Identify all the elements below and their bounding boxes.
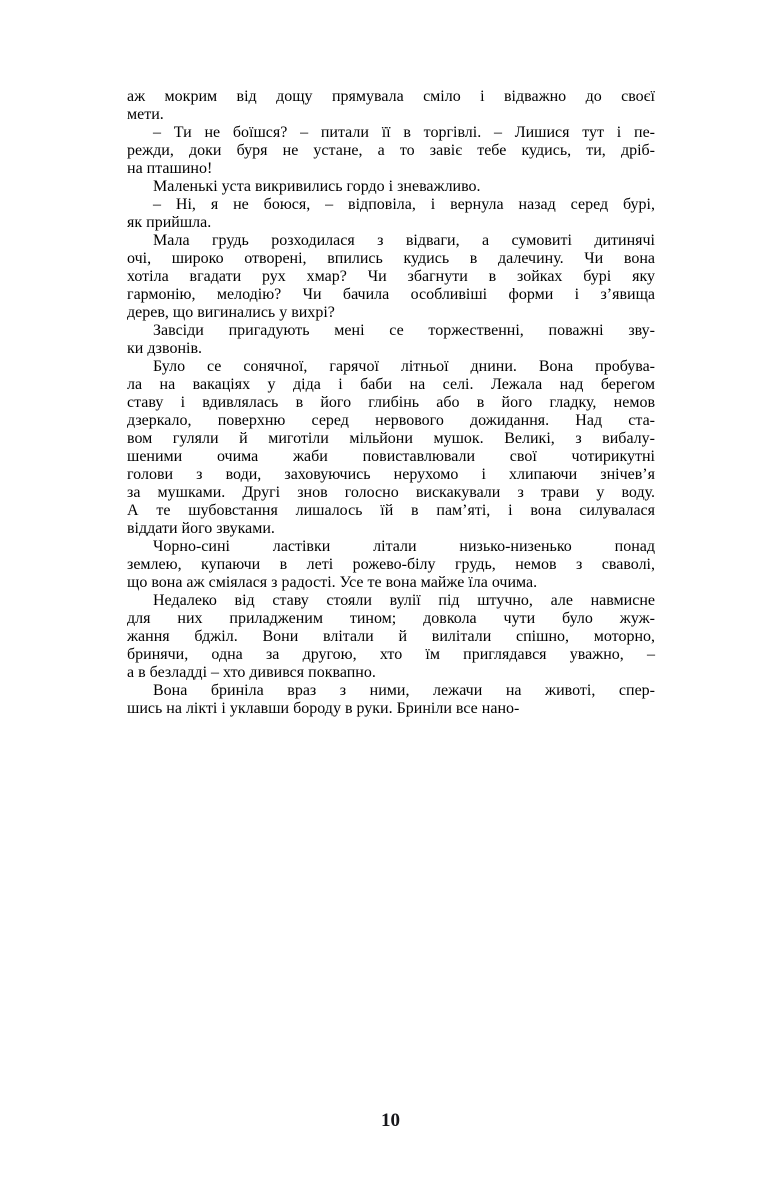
text-line: дзеркало, поверхню серед нервового дожидання. Над ста- (127, 412, 655, 429)
text-line: мети. (127, 106, 164, 123)
text-line: аж мокрим від дощу прямувала сміло і відважно до своєї (127, 88, 655, 105)
page-text-body (127, 88, 655, 718)
text-line: віддати його звуками. (127, 520, 275, 537)
text-line: бринячи, одна за другою, хто їм приглядався уважно, – (127, 646, 655, 663)
text-line: Вона бриніла враз з ними, лежачи на животі, спер- (153, 682, 655, 699)
text-line: на пташино! (127, 160, 213, 177)
text-line: жання бджіл. Вони влітали й вилітали спішно, моторно, (127, 628, 655, 645)
text-line: а в безладді – хто дивився поквапно. (127, 664, 376, 681)
text-line: – Ти не боїшся? – питали її в торгівлі. – Лишися тут і пе- (153, 124, 655, 141)
text-line: Недалеко від ставу стояли вулії під штучно, але навмисне (153, 592, 655, 609)
text-line: Чорно-сині ластівки літали низько-низенько понад (153, 538, 655, 555)
text-line: Мала грудь розходилася з відваги, а сумовиті дитинячі (153, 232, 655, 249)
text-line: очі, широко отворені, впились кудись в далечину. Чи вона (127, 250, 655, 267)
text-line: Маленькі уста викривились гордо і зневажливо. (153, 178, 481, 195)
text-line: голови з води, заховуючись нерухомо і хлипаючи знічев’я (127, 466, 655, 483)
text-line: для них приладженим тином; довкола чути було жуж- (127, 610, 655, 627)
text-line: дерев, що вигинались у вихрі? (127, 304, 335, 321)
page-number: 10 (381, 1110, 400, 1131)
text-line: режди, доки буря не устане, а то завіє тебе кудись, ти, дріб- (127, 142, 655, 159)
text-line: хотіла вгадати рух хмар? Чи збагнути в зойках бурі яку (127, 268, 655, 285)
text-line: шеними очима жаби повиставлювали свої чотирикутні (127, 448, 655, 465)
text-line: вом гуляли й миготіли мільйони мушок. Великі, з вибалу- (127, 430, 655, 447)
text-line: що вона аж сміялася з радості. Усе те вона майже їла очима. (127, 574, 538, 591)
text-line: ки дзвонів. (127, 340, 202, 357)
text-line: ставу і вдивлялась в його глибінь або в його гладку, немов (127, 394, 655, 411)
text-line: за мушками. Другі знов голосно вискакували з трави у воду. (127, 484, 655, 501)
text-line: – Ні, я не боюся, – відповіла, і вернула назад серед бурі, (153, 196, 655, 213)
text-line: А те шубовстання лишалось їй в пам’яті, і вона силувалася (127, 502, 655, 519)
text-line: ла на вакаціях у діда і баби на селі. Лежала над берегом (127, 376, 655, 393)
text-line: шись на лікті і уклавши бороду в руки. Бриніли все нано- (127, 700, 520, 717)
text-line: Завсіди пригадують мені се торжественні, поважні зву- (153, 322, 655, 339)
text-line: Було се сонячної, гарячої літньої днини. Вона пробува- (153, 358, 655, 375)
text-line: землею, купаючи в леті рожево-білу грудь, немов з сваволі, (127, 556, 655, 573)
text-line: гармонію, мелодію? Чи бачила особливіші форми і з’явища (127, 286, 655, 303)
text-line: як прийшла. (127, 214, 212, 231)
